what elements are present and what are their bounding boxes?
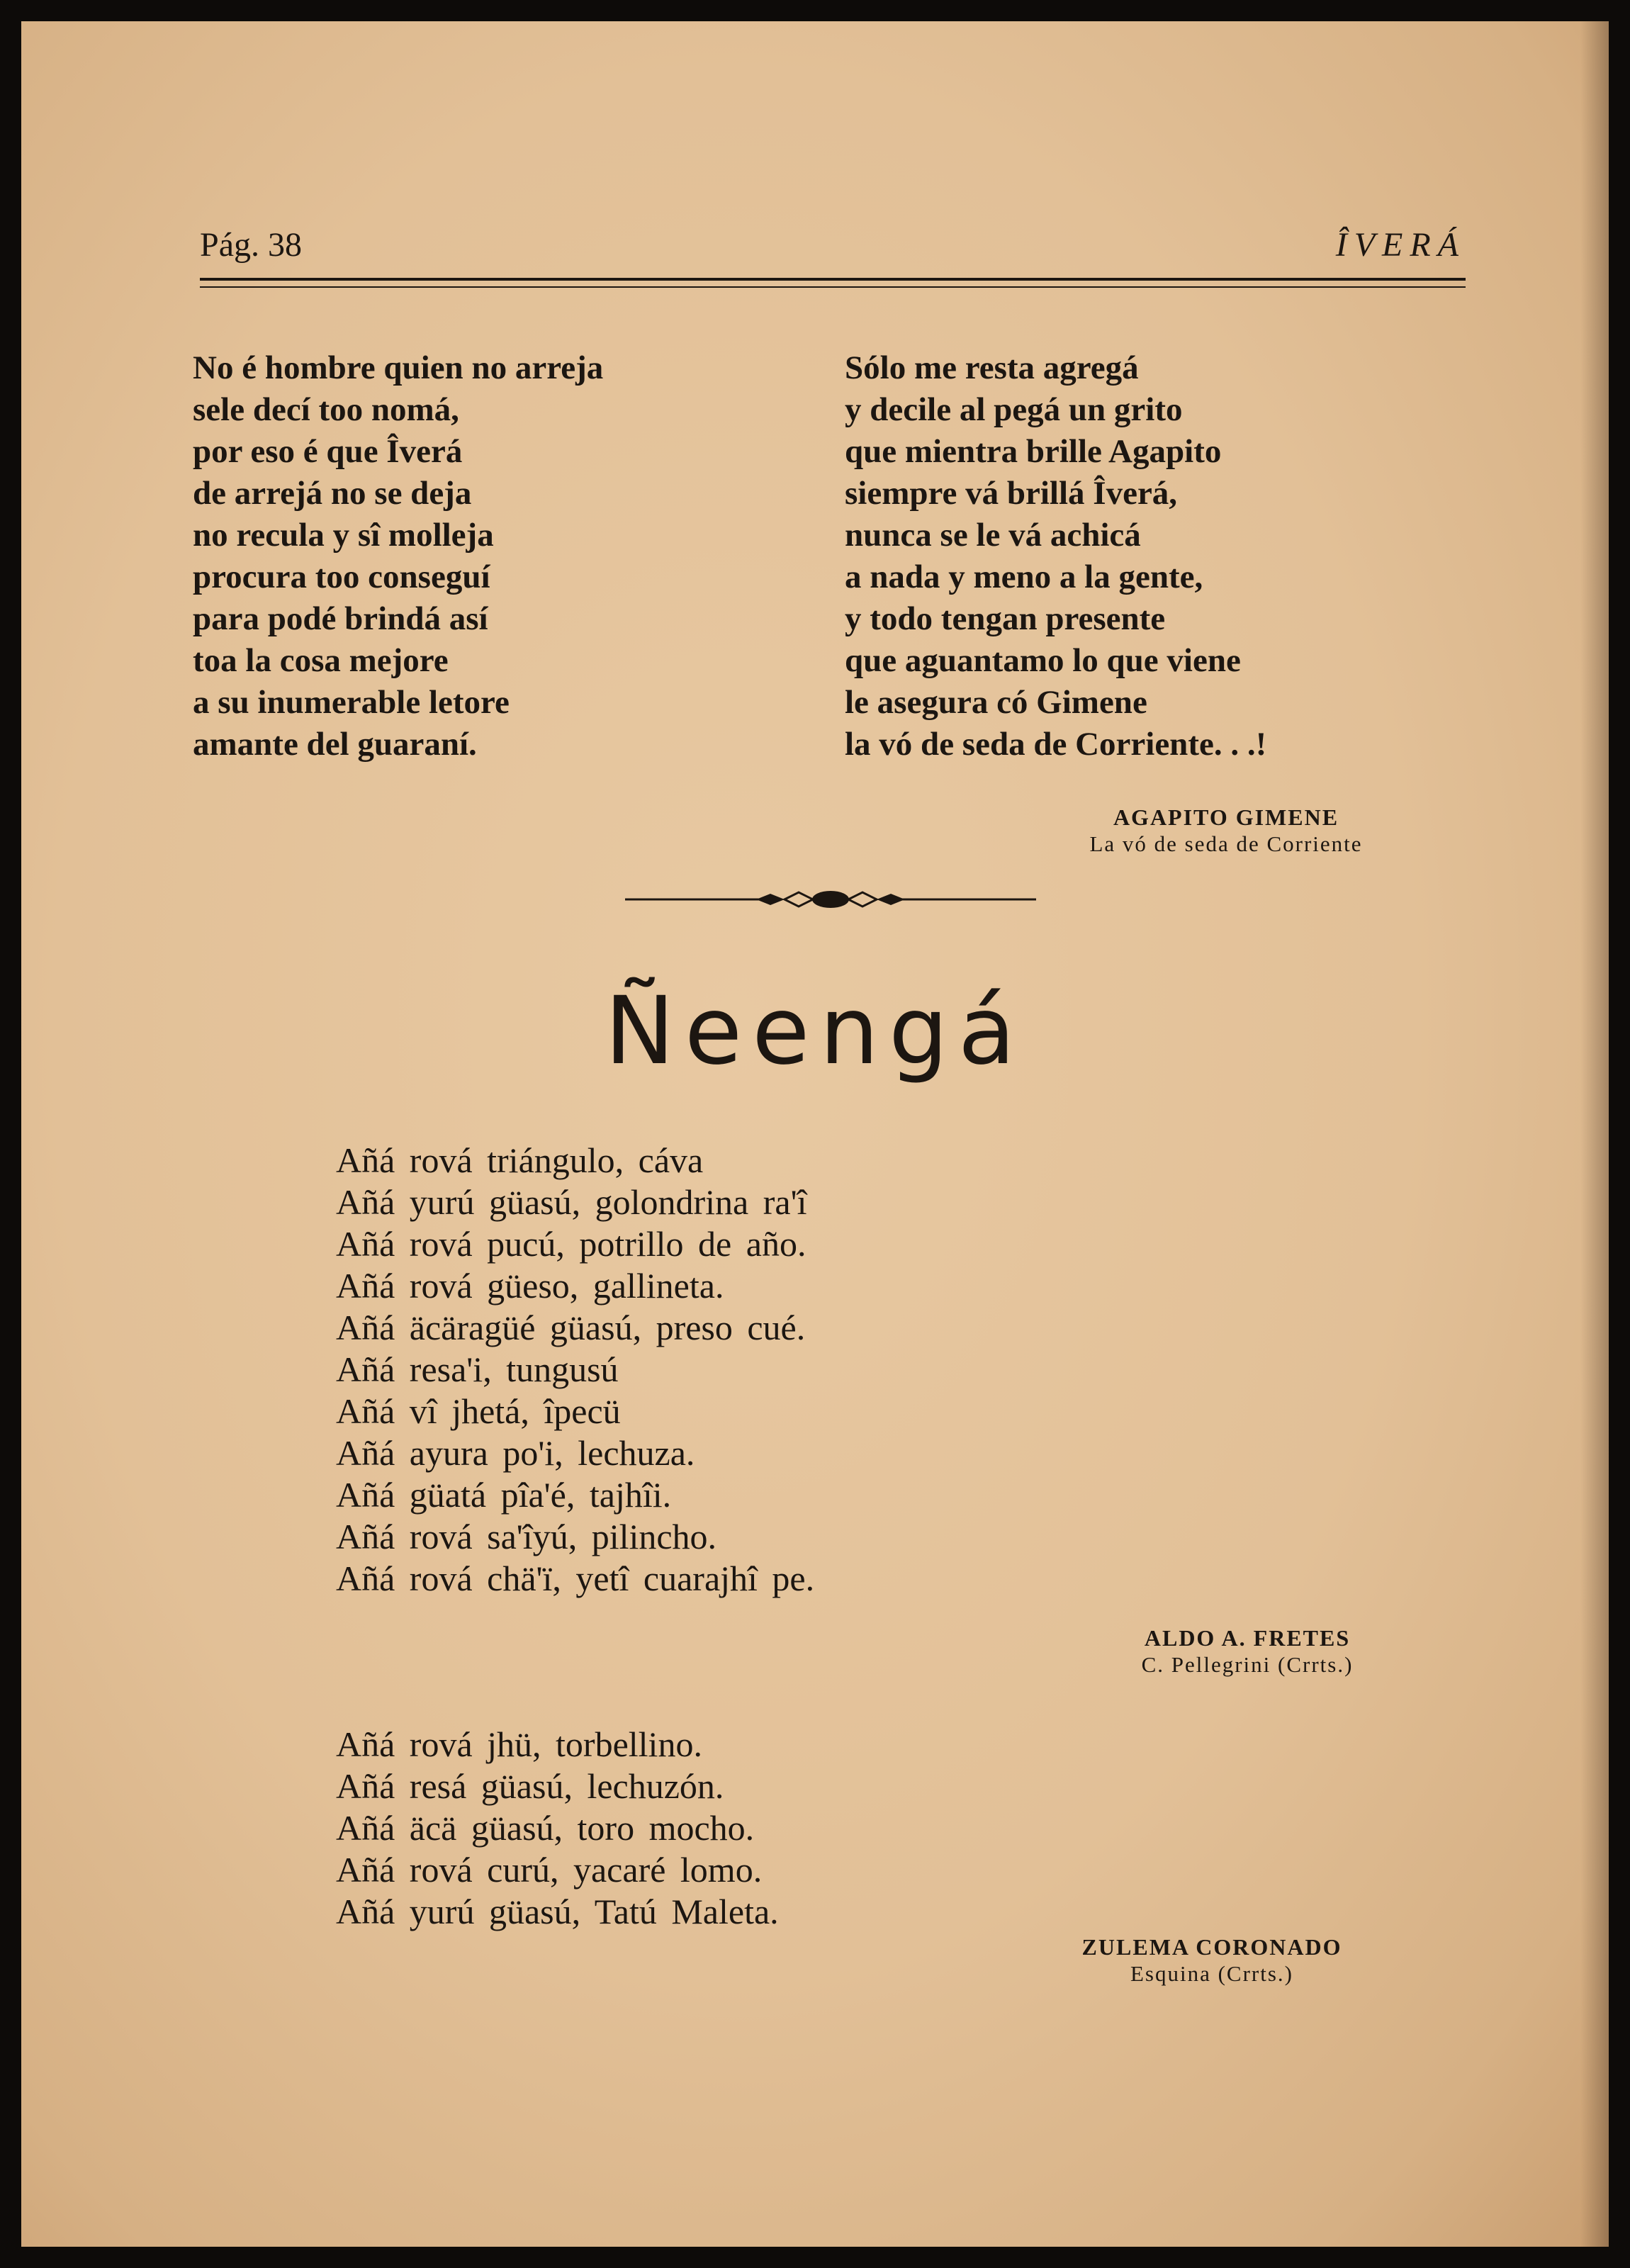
verse-line: y todo tengan presente [845,600,1166,637]
verse-line: a nada y meno a la gente, [845,558,1203,595]
verse-line: Añá rová curú, yacaré lomo. [336,1850,763,1890]
poem1-signature [999,804,1453,858]
author-name: ZULEMA CORONADO [1081,1934,1342,1960]
verse-line: Añá rová güeso, gallineta. [336,1266,724,1306]
verse-line: que aguantamo lo que viene [845,642,1241,679]
verse-line: Añá rová chä'ï, yetî cuarajhî pe. [336,1559,815,1598]
ornament-divider [625,882,1036,917]
running-title: ÎVERÁ [1335,226,1466,264]
book-page [21,21,1609,2247]
verse-line: le asegura có Gimene [845,684,1147,721]
verse-line: Añá güatá pîa'é, tajhîi. [336,1475,672,1515]
poem2-signature-1 [1084,1624,1410,1678]
page-number: Pág. 38 [200,226,302,264]
verse-line: Añá resa'i, tungusú [336,1349,619,1389]
verse-line: siempre vá brillá Îverá, [845,475,1178,512]
author-name: AGAPITO GIMENE [1113,804,1339,830]
author-name: ALDO A. FRETES [1144,1625,1351,1651]
verse-line: Añá äcäragüé güasú, preso cué. [336,1308,806,1347]
verse-line: procura too conseguí [193,558,490,595]
verse-line: toa la cosa mejore [193,642,449,679]
verse-line: Añá rová sa'îyú, pilincho. [336,1517,717,1556]
verse-line: y decile al pegá un grito [845,391,1183,428]
verse-line: amante del guaraní. [193,726,477,763]
author-place: La vó de seda de Corriente [1089,831,1363,856]
verse-line: No é hombre quien no arreja [193,349,604,386]
poem1-right-stanza [845,347,1266,765]
poem-title: Ñeengá [605,977,1025,1086]
verse-line: Añá rová jhü, torbellino. [336,1724,702,1764]
poem1-left-stanza [193,347,603,765]
verse-line: Añá yurú güasú, Tatú Maleta. [336,1892,779,1931]
verse-line: Añá ayura po'i, lechuza. [336,1433,695,1473]
verse-line: Sólo me resta agregá [845,349,1139,386]
poem2-stanza-1 [336,1140,814,1600]
verse-line: Añá rová triángulo, cáva [336,1140,704,1180]
verse-line: Añá yurú güasú, golondrina ra'î [336,1182,807,1222]
poem2-stanza-2 [336,1724,779,1933]
verse-line: sele decí too nomá, [193,391,459,428]
verse-line: que mientra brille Agapito [845,433,1222,470]
verse-line: Añá resá güasú, lechuzón. [336,1766,724,1806]
verse-line: a su inumerable letore [193,684,510,721]
verse-line: para podé brindá así [193,600,488,637]
verse-line: no recula y sî molleja [193,517,494,554]
author-place: Esquina (Crrts.) [1130,1961,1294,1986]
verse-line: Añá äcä güasú, toro mocho. [336,1808,755,1848]
verse-line: Añá rová pucú, potrillo de año. [336,1224,806,1264]
author-place: C. Pellegrini (Crrts.) [1141,1652,1354,1677]
header-rule [200,278,1466,281]
verse-line: por eso é que Îverá [193,433,463,470]
verse-line: de arrejá no se deja [193,475,472,512]
page-header [200,204,1466,268]
header-rule-thin [200,286,1466,288]
verse-line: Añá vî jhetá, îpecü [336,1391,621,1431]
verse-line: la vó de seda de Corriente. . .! [845,726,1267,763]
verse-line: nunca se le vá achicá [845,517,1141,554]
poem2-signature-2 [1028,1933,1396,1987]
